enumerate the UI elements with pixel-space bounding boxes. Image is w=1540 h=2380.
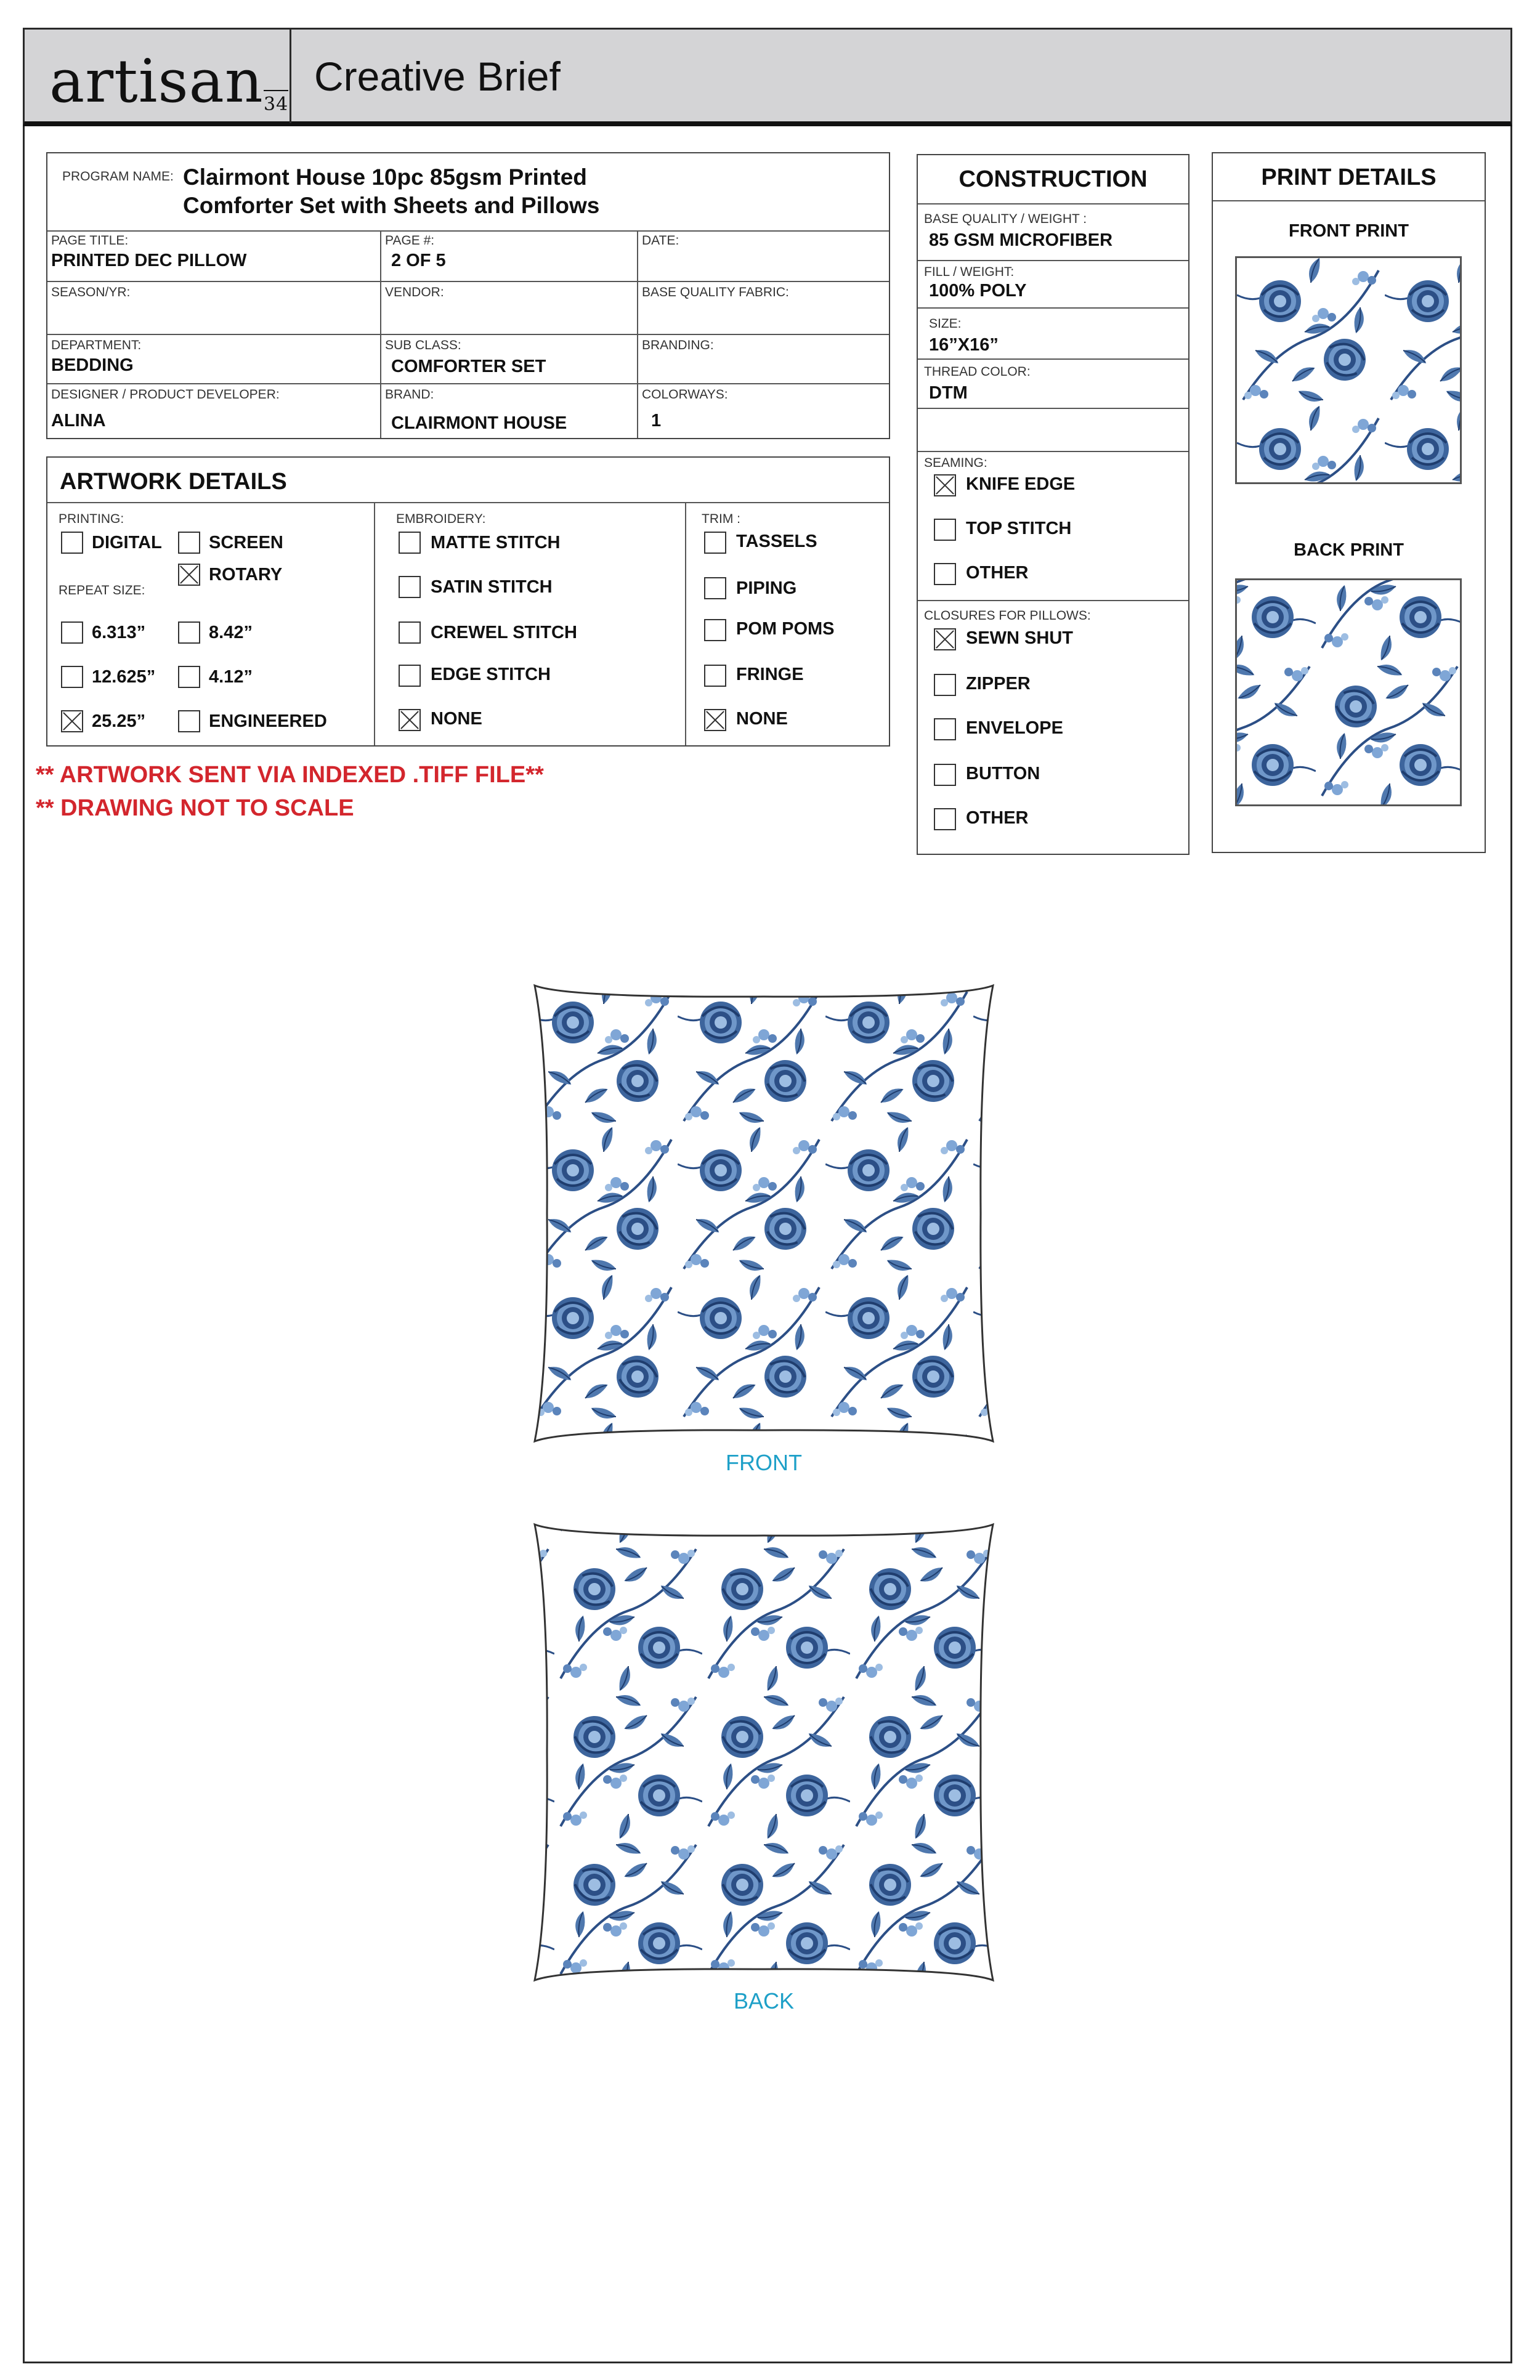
satin-stitch-label: SATIN STITCH: [431, 577, 553, 597]
seaming-label: SEAMING:: [924, 456, 987, 470]
colorways-value: 1: [651, 411, 662, 431]
trim-none-checkbox[interactable]: [704, 709, 726, 731]
rotary-checkbox[interactable]: [178, 564, 200, 586]
page-num-label: PAGE #:: [385, 233, 435, 248]
satin-stitch-checkbox[interactable]: [399, 576, 421, 598]
repeat-12625-checkbox[interactable]: [61, 666, 83, 688]
pom-poms-label: POM POMS: [736, 619, 835, 639]
envelope-checkbox[interactable]: [934, 718, 956, 740]
colorways-label: COLORWAYS:: [642, 387, 728, 402]
repeat-2525-checkbox[interactable]: [61, 710, 83, 732]
program-name-line1: Clairmont House 10pc 85gsm Printed: [183, 164, 587, 190]
header-divider: [290, 30, 291, 123]
front-pillow-drawing: [530, 979, 998, 1447]
tassels-label: TASSELS: [736, 532, 817, 551]
col-divider: [380, 230, 381, 438]
engineered-label: ENGINEERED: [209, 711, 327, 731]
row-divider: [918, 358, 1188, 360]
embroidery-label: EMBROIDERY:: [396, 512, 486, 526]
back-print-pattern: [1237, 580, 1462, 806]
screen-label: SCREEN: [209, 533, 283, 552]
drawing-scale-note: ** DRAWING NOT TO SCALE: [36, 795, 354, 821]
knife-edge-label: KNIFE EDGE: [966, 474, 1076, 494]
title-divider: [1213, 200, 1485, 201]
print-details-title: PRINT DETAILS: [1261, 164, 1437, 190]
repeat-412-checkbox[interactable]: [178, 666, 200, 688]
trim-none-label: NONE: [736, 709, 788, 729]
brand-logo-number: 34: [264, 90, 288, 115]
zipper-checkbox[interactable]: [934, 674, 956, 696]
program-info-box: [46, 152, 890, 439]
back-print-label: BACK PRINT: [1294, 540, 1404, 560]
brand-label: BRAND:: [385, 387, 434, 402]
front-print-label: FRONT PRINT: [1289, 221, 1409, 241]
season-label: SEASON/YR:: [51, 285, 131, 299]
matte-stitch-label: MATTE STITCH: [431, 533, 561, 552]
seaming-other-checkbox[interactable]: [934, 563, 956, 585]
row-divider: [47, 230, 889, 232]
date-label: DATE:: [642, 233, 679, 248]
repeat-size-label: REPEAT SIZE:: [59, 583, 145, 597]
back-print-swatch: [1235, 578, 1462, 806]
base-fabric-label: BASE QUALITY FABRIC:: [642, 285, 789, 299]
matte-stitch-checkbox[interactable]: [399, 532, 421, 554]
subclass-value: COMFORTER SET: [391, 357, 546, 376]
repeat-2525-label: 25.25”: [92, 711, 146, 731]
front-print-pattern: [1237, 258, 1462, 484]
front-caption: FRONT: [726, 1450, 802, 1475]
repeat-6313-checkbox[interactable]: [61, 621, 83, 644]
top-stitch-label: TOP STITCH: [966, 519, 1072, 538]
department-value: BEDDING: [51, 355, 134, 375]
construction-title: CONSTRUCTION: [958, 166, 1148, 192]
row-divider: [47, 383, 889, 384]
closures-label: CLOSURES FOR PILLOWS:: [924, 609, 1091, 623]
back-pillow-drawing: [530, 1518, 998, 1986]
header-bar: [23, 28, 1512, 126]
repeat-842-checkbox[interactable]: [178, 621, 200, 644]
title-divider: [47, 502, 889, 503]
designer-label: DESIGNER / PRODUCT DEVELOPER:: [51, 387, 280, 402]
repeat-12625-label: 12.625”: [92, 667, 156, 687]
embroidery-none-label: NONE: [431, 709, 482, 729]
row-divider: [918, 203, 1188, 204]
col-divider: [685, 502, 686, 745]
button-label: BUTTON: [966, 764, 1040, 783]
row-divider: [918, 600, 1188, 601]
back-caption: BACK: [733, 1988, 795, 2014]
tassels-checkbox[interactable]: [704, 532, 726, 554]
fill-weight-label: FILL / WEIGHT:: [924, 265, 1015, 279]
subclass-label: SUB CLASS:: [385, 338, 461, 352]
top-stitch-checkbox[interactable]: [934, 519, 956, 541]
digital-label: DIGITAL: [92, 533, 162, 552]
program-name-label: PROGRAM NAME:: [62, 169, 174, 184]
construction-box: [917, 154, 1189, 855]
fill-weight-value: 100% POLY: [929, 281, 1027, 301]
piping-checkbox[interactable]: [704, 577, 726, 599]
col-divider: [637, 230, 638, 438]
thread-color-label: THREAD COLOR:: [924, 365, 1031, 379]
front-print-swatch: [1235, 256, 1462, 484]
crewel-stitch-checkbox[interactable]: [399, 621, 421, 644]
button-checkbox[interactable]: [934, 764, 956, 786]
page-num-value: 2 OF 5: [391, 251, 446, 270]
sewn-shut-label: SEWN SHUT: [966, 628, 1073, 648]
digital-checkbox[interactable]: [61, 532, 83, 554]
repeat-842-label: 8.42”: [209, 623, 253, 642]
page-title: Creative Brief: [314, 54, 561, 99]
artwork-details-title: ARTWORK DETAILS: [60, 469, 287, 495]
print-details-box: [1212, 152, 1486, 853]
row-divider: [918, 451, 1188, 452]
closure-other-label: OTHER: [966, 808, 1029, 828]
brand-logo: [49, 47, 289, 116]
zipper-label: ZIPPER: [966, 674, 1031, 694]
row-divider: [47, 281, 889, 282]
embroidery-none-checkbox[interactable]: [399, 709, 421, 731]
seaming-other-label: OTHER: [966, 563, 1029, 583]
row-divider: [918, 408, 1188, 409]
edge-stitch-checkbox[interactable]: [399, 665, 421, 687]
pom-poms-checkbox[interactable]: [704, 619, 726, 641]
printing-label: PRINTING:: [59, 512, 124, 526]
brand-logo-text: artisan: [49, 47, 264, 116]
size-value: 16”X16”: [929, 335, 999, 355]
envelope-label: ENVELOPE: [966, 718, 1063, 738]
base-quality-value: 85 GSM MICROFIBER: [929, 230, 1113, 250]
crewel-stitch-label: CREWEL STITCH: [431, 623, 577, 642]
trim-label: TRIM :: [702, 512, 740, 526]
screen-checkbox[interactable]: [178, 532, 200, 554]
thread-color-value: DTM: [929, 383, 968, 403]
row-divider: [47, 334, 889, 335]
engineered-checkbox[interactable]: [178, 710, 200, 732]
col-divider: [374, 502, 375, 745]
fringe-checkbox[interactable]: [704, 665, 726, 687]
repeat-412-label: 4.12”: [209, 667, 253, 687]
page-title-value: PRINTED DEC PILLOW: [51, 251, 247, 270]
brand-value: CLAIRMONT HOUSE: [391, 413, 567, 433]
fringe-label: FRINGE: [736, 665, 804, 684]
piping-label: PIPING: [736, 578, 797, 598]
repeat-6313-label: 6.313”: [92, 623, 146, 642]
sewn-shut-checkbox[interactable]: [934, 628, 956, 650]
designer-value: ALINA: [51, 411, 106, 431]
knife-edge-checkbox[interactable]: [934, 474, 956, 496]
closure-other-checkbox[interactable]: [934, 808, 956, 830]
program-name-line2: Comforter Set with Sheets and Pillows: [183, 193, 600, 218]
branding-label: BRANDING:: [642, 338, 714, 352]
artwork-tiff-note: ** ARTWORK SENT VIA INDEXED .TIFF FILE**: [36, 762, 544, 788]
base-quality-label: BASE QUALITY / WEIGHT :: [924, 212, 1087, 226]
vendor-label: VENDOR:: [385, 285, 444, 299]
artwork-details-box: [46, 456, 890, 747]
edge-stitch-label: EDGE STITCH: [431, 665, 551, 684]
rotary-label: ROTARY: [209, 565, 283, 585]
row-divider: [918, 260, 1188, 261]
row-divider: [918, 307, 1188, 309]
page-title-label: PAGE TITLE:: [51, 233, 129, 248]
size-label: SIZE:: [929, 317, 962, 331]
department-label: DEPARTMENT:: [51, 338, 142, 352]
